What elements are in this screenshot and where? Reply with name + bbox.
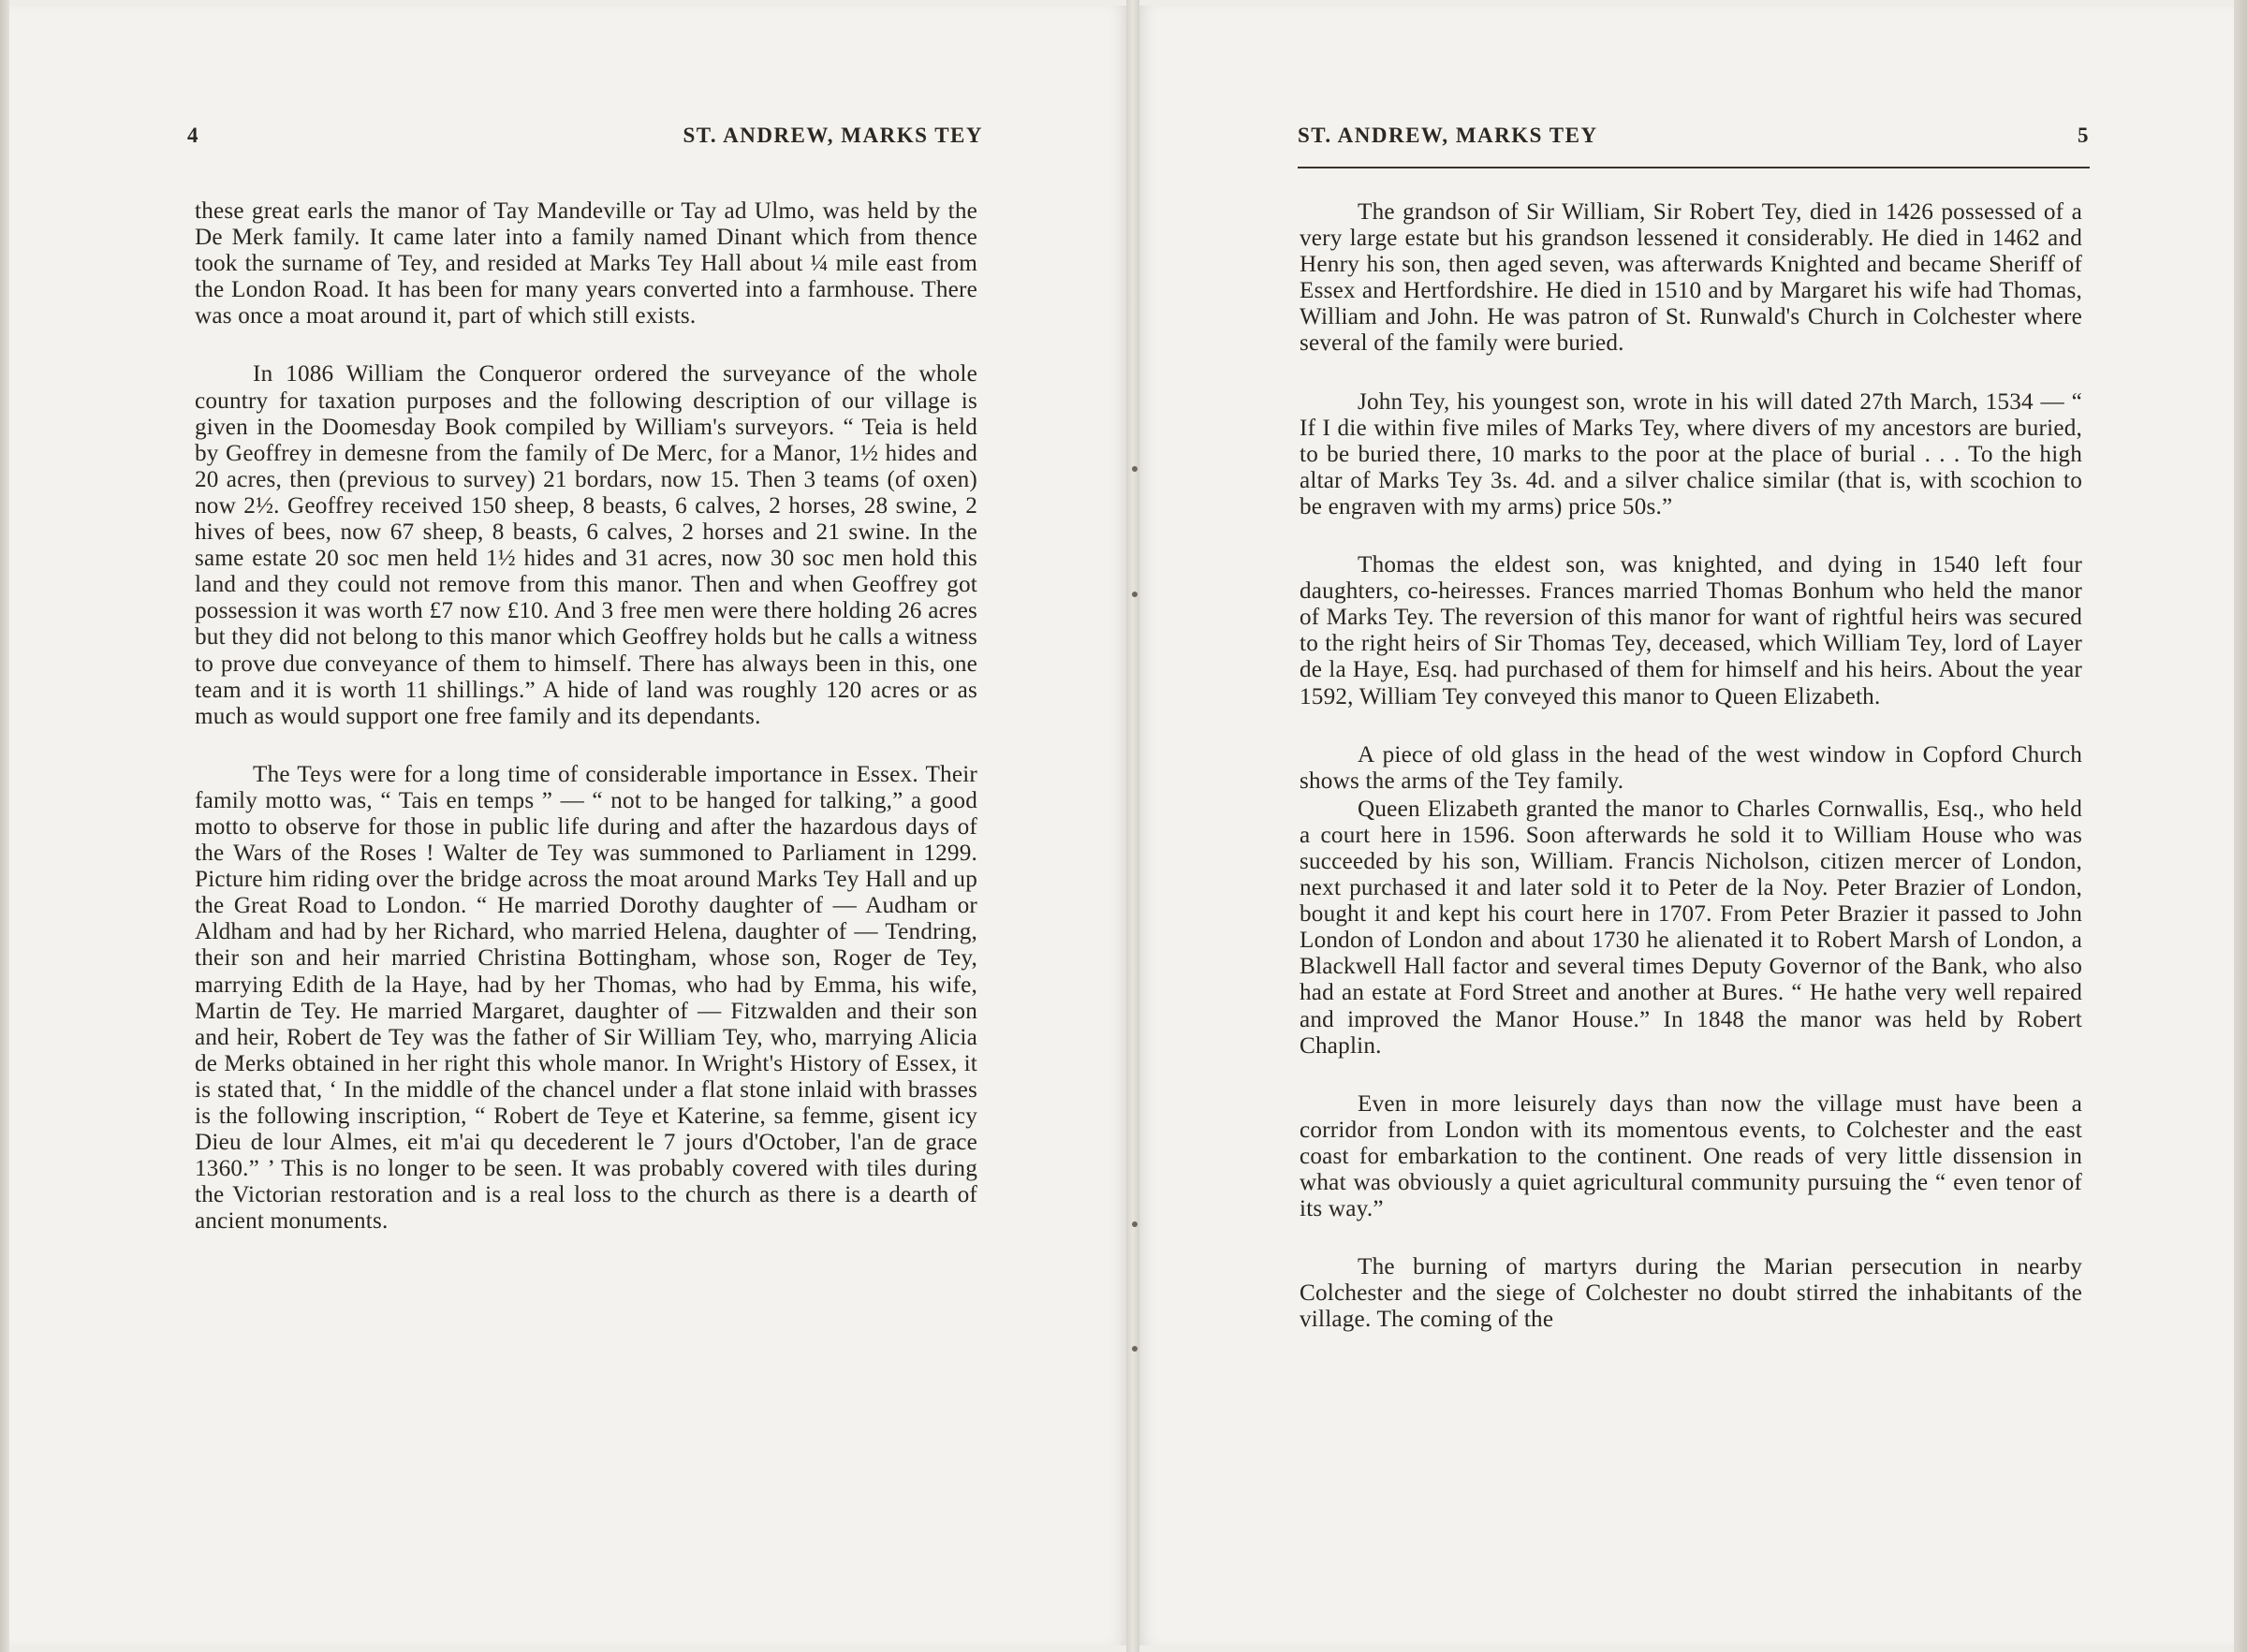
- paragraph: In 1086 William the Conqueror ordered the surveyance of the whole country for taxation purposes and the following description of our village is given in the Doomesday Book compiled by William's surveyors. “ Teia is held by Geoffrey in demesne from the family of De Merc, for a Manor, 1½ hides and 20 acres, then (previous to survey) 21 bordars, now 15. Then 3 teams (of oxen) now 2½. Geoffrey received 150 sheep, 8 beasts, 6 calves, 2 horses, 28 swine, 2 hives of bees, now 67 sheep, 8 beasts, 6 calves, 2 horses and 21 swine. In the same estate 20 soc men held 1½ hides and 31 acres, now 30 soc men hold this land and they could not remove from this manor. Then and when Geoffrey got possession it was worth £7 now £10. And 3 free men were there holding 26 acres but they did not belong to this manor which Geoffrey holds but he calls a witness to prove due conveyance of them to himself. There has always been in this, one team and it is worth 11 shillings.” A hide of land was roughly 120 acres or as much as would support one free family and its dependants.: [195, 361, 977, 729]
- page-edge-left: [0, 0, 9, 1652]
- header-rule: [1298, 167, 2090, 168]
- paragraph: Thomas the eldest son, was knighted, and dying in 1540 left four daughters, co-heiresses. Frances married Thomas Bonhum who held the manor of Marks Tey. The reversion of this manor for want of rightful heirs was secured to the right heirs of Sir Thomas Tey, deceased, which William Tey, lord of Layer de la Haye, Esq. had purchased of them for himself and his heirs. About the year 1592, William Tey conveyed this manor to Queen Elizabeth.: [1300, 552, 2082, 709]
- paragraph: The burning of martyrs during the Marian persecution in nearby Colchester and the siege of Colchester no doubt stirred the inhabitants of the village. The coming of the: [1300, 1254, 2082, 1333]
- running-title: ST. ANDREW, MARKS TEY: [1298, 124, 1598, 147]
- paragraph: Even in more leisurely days than now the village must have been a corridor from London with its momentous events, to Colchester and the east coast for embarkation to the continent. One reads of very little dissension in what was obviously a quiet agricultural community pursuing the “ even tenor of its way.”: [1300, 1090, 2082, 1222]
- paragraph: Queen Elizabeth granted the manor to Charles Cornwallis, Esq., who held a court here in 1596. Soon afterwards he sold it to William House who was succeeded by his son, William. Francis Nicholson, citizen mercer of London, next purchased it and later sold it to Peter de la Noy. Peter Brazier of London, bought it and kept his court here in 1707. From Peter Brazier it passed to John London of London and about 1730 he alienated it to Robert Marsh of London, a Blackwell Hall factor and several times Deputy Governor of the Bank, who also had an estate at Ford Street and another at Bures. “ He hathe very well repaired and improved the Manor House.” In 1848 the manor was held by Robert Chaplin.: [1300, 796, 2082, 1059]
- page-number: 5: [2078, 124, 2090, 147]
- right-body-text: [1300, 199, 2082, 1333]
- paragraph: The Teys were for a long time of considerable importance in Essex. Their family motto was, “ Tais en temps ” — “ not to be hanged for talking,” a good motto to observe for those in public life during and after the hazardous days of the Wars of the Roses ! Walter de Tey was summoned to Parliament in 1299. Picture him riding over the bridge across the moat around Marks Tey Hall and up the Great Road to London. “ He married Dorothy daughter of — Audham or Aldham and had by her Richard, who married Helena, daughter of — Tendring, their son and heir married Christina Bottingham, whose son, Roger de Tey, marrying Edith de la Haye, had by her Thomas, who had by Emma, his wife, Martin de Tey. He married Margaret, daughter of — Fitzwalden and their son and heir, Robert de Tey was the father of Sir William Tey, who, marrying Alicia de Merks obtained in her right this whole manor. In Wright's History of Essex, it is stated that, ‘ In the middle of the chancel under a flat stone inlaid with brasses is the following inscription, “ Robert de Teye et Katerine, sa femme, gisent icy Dieu de lour Almes, eit m'ai qu decederent le 7 jours d'October, l'an de grace 1360.” ’ This is no longer to be seen. It was probably covered with tiles during the Victorian restoration and is a real loss to the church as there is a dearth of ancient monuments.: [195, 761, 977, 1235]
- page-number: 4: [187, 124, 199, 147]
- staple-mark: [1132, 1221, 1138, 1227]
- left-body-text: [195, 198, 977, 1235]
- page-edge-right: [2234, 0, 2247, 1652]
- left-running-head: [187, 124, 983, 155]
- right-running-head: [1298, 124, 2090, 155]
- staple-mark: [1132, 466, 1138, 472]
- paragraph: A piece of old glass in the head of the west window in Copford Church shows the arms of the Tey family.: [1300, 741, 2082, 794]
- staple-mark: [1132, 1346, 1138, 1352]
- book-gutter: [1126, 0, 1139, 1652]
- staple-mark: [1132, 592, 1138, 597]
- running-title: ST. ANDREW, MARKS TEY: [683, 124, 983, 147]
- paragraph: John Tey, his youngest son, wrote in his will dated 27th March, 1534 — “ If I die within five miles of Marks Tey, where divers of my ancestors are buried, to be buried there, 10 marks to the poor at the place of burial . . . To the high altar of Marks Tey 3s. 4d. and a silver chalice similar (that is, with scochion to be engraven with my arms) price 50s.”: [1300, 388, 2082, 519]
- paragraph: these great earls the manor of Tay Mandeville or Tay ad Ulmo, was held by the De Merk family. It came later into a family named Dinant which from thence took the surname of Tey, and resided at Marks Tey Hall about ¼ mile east from the London Road. It has been for many years converted into a farmhouse. There was once a moat around it, part of which still exists.: [195, 198, 977, 329]
- paragraph: The grandson of Sir William, Sir Robert Tey, died in 1426 possessed of a very large estate but his grandson lessened it considerably. He died in 1462 and Henry his son, then aged seven, was afterwards Knighted and became Sheriff of Essex and Hertfordshire. He died in 1510 and by Margaret his wife had Thomas, William and John. He was patron of St. Runwald's Church in Colchester where several of the family were buried.: [1300, 199, 2082, 357]
